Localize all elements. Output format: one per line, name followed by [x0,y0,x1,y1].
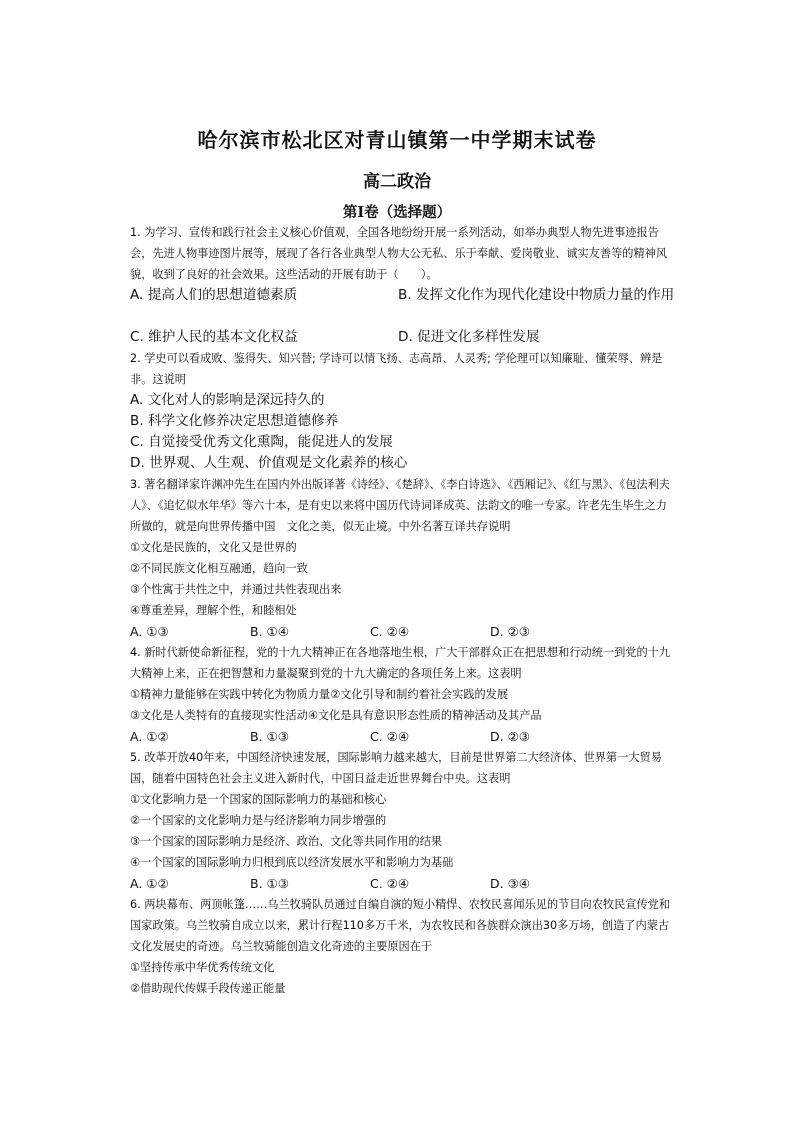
statement-item: ①文化影响力是一个国家的国际影响力的基础和核心 [130,793,387,806]
statement-item: ③文化是人类特有的直接现实性活动④文化是具有意识形态性质的精神活动及其产品 [130,709,542,722]
option-a: A. 提高人们的思想道德素质 [130,287,298,303]
statement-item: ④尊重差异，理解个性，和睦相处 [130,604,297,617]
question-4-stem: 4. 新时代新使命新征程，党的十九大精神正在各地落地生根，广大干部群众正在把思想和行动统一到党的十九大精神上来，正在把智慧和力量凝聚到党的十九大确定的各项任务上来。这表明 [130,646,671,680]
option-a: A. ①② [130,729,169,744]
option-c: C. ②④ [370,624,410,639]
statement-item: ③个性寓于共性之中，并通过共性表现出来 [130,583,342,596]
option-a: A. ①③ [130,624,169,639]
statement-item: ①坚持传承中华优秀传统文化 [130,961,275,974]
statement-item: ①文化是民族的，文化又是世界的 [130,541,297,554]
question-5-stem: 5. 改革开放40年来，中国经济快速发展，国际影响力越来越大，目前是世界第二大经济体、世界第一大贸易国，随着中国特色社会主义进入新时代，中国日益走近世界舞台中央。这表明 [130,751,662,785]
option-b: B. 科学文化修养决定思想道德修养 [130,413,339,429]
option-c: C. ②④ [370,876,410,891]
question-5-options [130,873,675,894]
exam-title: 哈尔滨市松北区对青山镇第一中学期末试卷 [197,128,597,152]
question-1-stem: 1. 为学习、宣传和践行社会主义核心价值观，全国各地纷纷开展一系列活动，如举办典型人物先进事迹报告会，先进人物事迹图片展等，展现了各行各业典型人物大公无私、乐于奉献、爱岗敬业、诚实友善等的精神风貌，收到了良好的社会效果。这些活动的开展有助于（ ）。 [130,226,668,281]
statement-item: ②不同民族文化相互融通，趋向一致 [130,562,308,575]
question-3-options [130,621,675,642]
option-c: C. 自觉接受优秀文化熏陶，能促进人的发展 [130,434,393,450]
option-a: A. 文化对人的影响是深远持久的 [130,392,325,408]
question-4-options [130,726,675,747]
option-b: B. ①③ [250,729,289,744]
section-heading: 第Ⅰ卷（选择题） [342,204,452,221]
statement-item: ③一个国家的国际影响力是经济、政治、文化等共同作用的结果 [130,835,443,848]
statement-item: ②借助现代传媒手段传递正能量 [130,982,286,995]
option-c: C. ②④ [370,729,410,744]
statement-item: ①精神力量能够在实践中转化为物质力量②文化引导和制约着社会实践的发展 [130,688,509,701]
option-d: D. ③④ [490,876,530,891]
question-3-stem: 3. 著名翻译家许渊冲先生在国内外出版译著《诗经》、《楚辞》、《李白诗选》、《西厢记》、《红与黑》、《包法利夫人》、《追忆似水年华》等六十本，是有史以来将中国历代诗词译成英、法韵文的唯一专家。许老先生毕生之力所做的，就是向世界传播中国 文化之美，似无止境。中外名著互译共存说明 [130,478,670,533]
question-6-stem: 6. 两块幕布、两顶帐篷……乌兰牧骑队员通过自编自演的短小精悍、农牧民喜闻乐见的节目向农牧民宣传党和国家政策。乌兰牧骑自成立以来，累计行程110多万千米，为农牧民和各族群众演出30多万场，创造了内蒙古文化发展史的奇迹。乌兰牧骑能创造文化奇迹的主要原因在于 [130,898,671,953]
question-list [130,222,675,999]
option-b: B. ①④ [250,624,289,639]
question-2-stem: 2. 学史可以看成败、鉴得失、知兴替; 学诗可以情飞扬、志高昂、人灵秀; 学伦理可以知廉耻、懂荣辱、辨是非。这说明 [130,352,663,386]
option-d: D. 促进文化多样性发展 [398,329,540,345]
option-d: D. ②③ [490,624,530,639]
question-1-options-row2 [130,327,675,348]
option-a: A. ①② [130,876,169,891]
statement-item: ④一个国家的国际影响力归根到底以经济发展水平和影响力为基础 [130,856,454,869]
question-1-options-row1 [130,285,675,306]
option-c: C. 维护人民的基本文化权益 [130,329,298,345]
exam-subtitle: 高二政治 [363,172,431,192]
option-b: B. 发挥文化作为现代化建设中物质力量的作用 [398,287,675,303]
option-d: D. ②③ [490,729,530,744]
option-b: B. ①③ [250,876,289,891]
statement-item: ②一个国家的文化影响力是与经济影响力同步增强的 [130,814,387,827]
option-d: D. 世界观、人生观、价值观是文化素养的核心 [130,455,408,471]
